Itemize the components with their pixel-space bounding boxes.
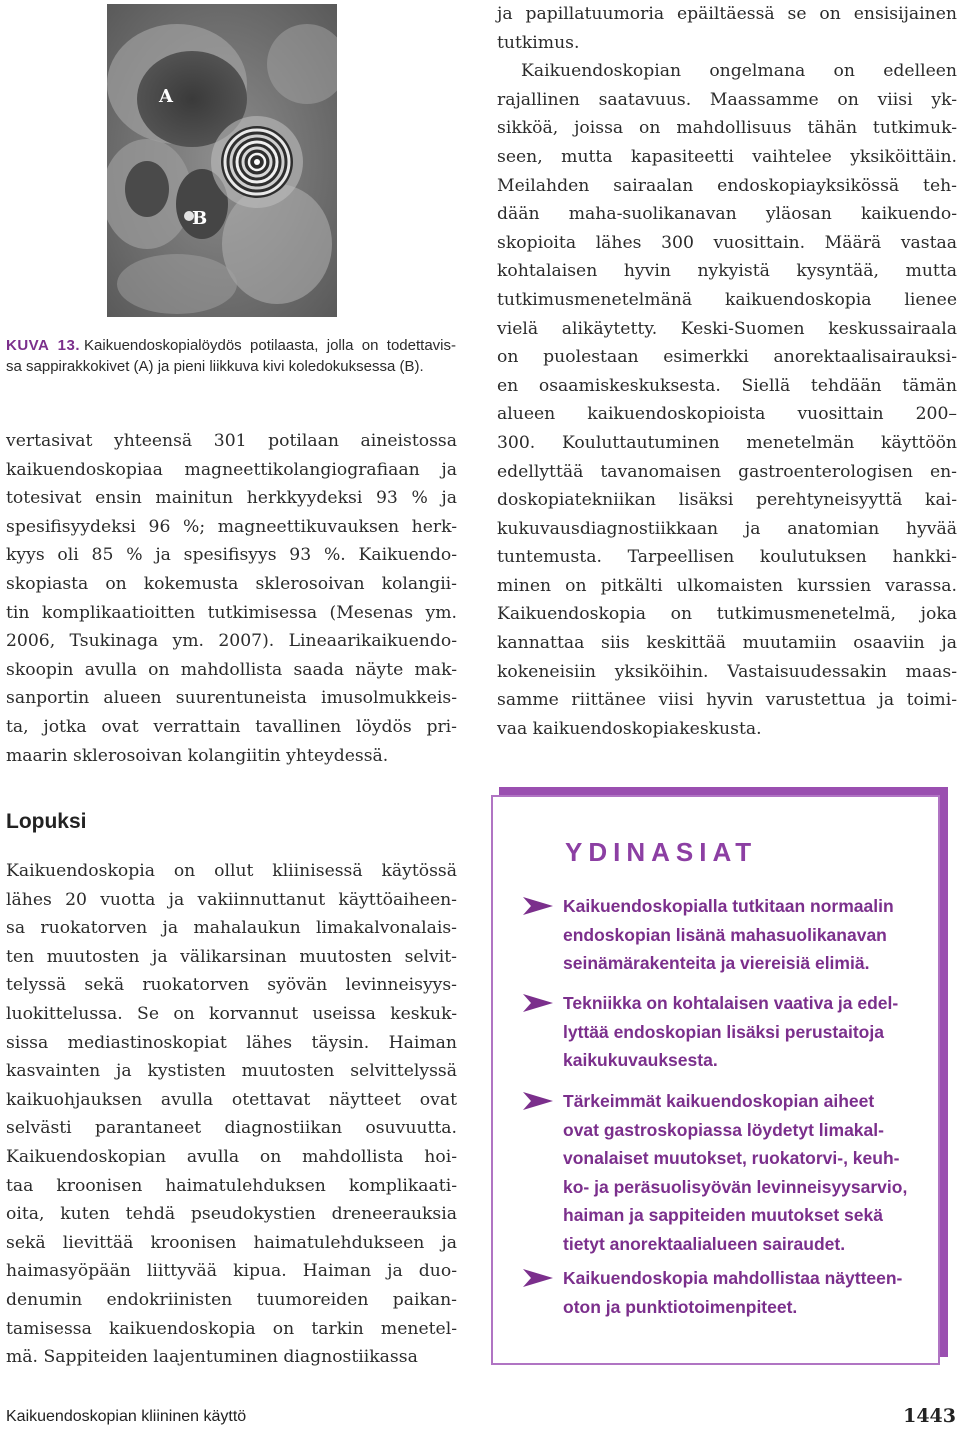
text-line: ta, jotka ovat verrattain tavallinen löydös pri- <box>6 716 457 737</box>
text-line: rajallinen saatavuus. Maassamme on viisi yk- <box>497 89 957 110</box>
text-line: kaikuohjauksen avulla otettavat näytteet ovat <box>6 1089 457 1110</box>
text-line: dään maha-suolikanavan yläosan kaikuendo- <box>497 204 957 225</box>
text-line: Kaikuendoskopia on ollut kliinisessä käytössä <box>6 861 457 881</box>
keypoint-line: seinämärakenteita ja viereisiä elimiä. <box>563 953 870 973</box>
text-line: kasvainten ja kystisten muutosten selvittelyssä <box>6 1061 457 1082</box>
text-line: sekä lievittää kroonisen haimatulehdukseen ja <box>6 1232 457 1253</box>
text-line: haimasyöpään liittyvää kipua. Haiman ja duo- <box>6 1261 457 1282</box>
right-column-text <box>497 0 957 743</box>
keypoint-line: Tekniikka on kohtalaisen vaativa ja edel- <box>563 993 899 1013</box>
keypoints-title: YDINASIAT <box>565 837 758 867</box>
keypoint-line: Tärkeimmät kaikuendoskopian aiheet <box>563 1091 875 1111</box>
text-line: telyssä sekä ruokatorven syövän levinneisyys- <box>6 975 457 996</box>
caption-figure-number: KUVA 13. <box>6 337 81 354</box>
keypoint-line: ovat gastroskopiassa löydetyt limakal- <box>563 1119 884 1140</box>
label-a: A <box>159 86 173 107</box>
text-line: tin komplikaatioitten tutkimisessa (Mesenas ym. <box>6 602 457 623</box>
text-line: kaikuendoskopiaa magneettikolangiografiaan ja <box>6 459 457 480</box>
text-line: Meilahden sairaalan endoskopiayksikössä teh- <box>497 175 957 196</box>
keypoint-item <box>523 1087 923 1258</box>
arrow-bullet-icon <box>523 1269 553 1287</box>
text-line: lähes 20 vuotta ja vakiinnuttanut käyttöaiheen- <box>6 889 457 910</box>
keypoint-line: endoskopian lisänä mahasuolikanavan <box>563 924 887 945</box>
text-line: sanportin alueen suurentuneista imusolmukkeis- <box>6 688 457 709</box>
text-line: doskopiatekniikan lisäksi perehtyneisyyttä kai- <box>497 490 957 511</box>
text-line: Kaikuendoskopian ongelmana on edelleen <box>521 61 957 82</box>
text-line: on puolestaan esimerkki anorektaalisairauksi- <box>497 347 957 368</box>
keypoint-line: kaikukuvauksesta. <box>563 1050 718 1070</box>
keypoint-line: lyttää endoskopian lisäksi perustaitoja <box>563 1021 884 1042</box>
text-line: 2006, Tsukinaga ym. 2007). Lineaarikaikuendo- <box>6 631 457 652</box>
text-line: denumin endokriinisten tuumoreiden paikan- <box>6 1289 457 1310</box>
keypoint-line: haiman ja sappiteiden muutokset sekä <box>563 1205 883 1225</box>
keypoints-box <box>491 795 940 1365</box>
keypoint-item <box>523 989 923 1075</box>
text-line: en osaamiskeskuksesta. Siellä tehdään tämän <box>497 375 957 396</box>
label-b: B <box>192 208 208 229</box>
text-line: tutkimus. <box>497 32 580 53</box>
text-line: skoopin avulla on mahdollista saada näyte mak- <box>6 659 457 680</box>
text-line: skopiasta on kokemusta sklerosoivan kolangii- <box>6 573 457 594</box>
text-line: ja papillatuumoria epäiltäessä se on ensisijainen <box>497 4 957 24</box>
keypoint-line: Kaikuendoskopia mahdollistaa näytteen- <box>563 1268 903 1288</box>
text-line: ten muutosten ja välikarsinan muutosten selvit- <box>6 946 457 967</box>
text-line: oita, kuten tehdä pseudokystien dreneerauksia <box>6 1204 457 1225</box>
left-column-bottom-text <box>6 857 457 1372</box>
keypoint-item <box>523 1264 923 1321</box>
text-line: edellyttää tavanomaisen gastroenterologisen en- <box>497 461 957 482</box>
text-line: sissa mediastinoskopiat lähes täysin. Haiman <box>6 1032 457 1053</box>
text-line: kukuvausdiagnostiikkaan ja anatomian hyvää <box>497 518 957 539</box>
page-number: 1443 <box>903 1405 956 1427</box>
keypoint-line: vonalaiset muutokset, ruokatorvi-, keuh- <box>563 1148 900 1168</box>
text-line: Kaikuendoskopian avulla on mahdollista hoi- <box>6 1146 457 1167</box>
text-line: mä. Sappiteiden laajentuminen diagnostiikassa <box>6 1347 418 1368</box>
caption-text: Kaikuendoskopialöydös potilaasta, jolla on todettavis- <box>84 337 456 354</box>
text-line: kannattaa siis keskittää muutamiin osaaviin ja <box>497 633 957 654</box>
text-line: seen, mutta kapasiteetti vaihtelee yksiköittäin. <box>497 146 957 167</box>
caption-line <box>6 335 456 356</box>
arrow-bullet-icon <box>523 994 553 1012</box>
text-line: spesifisyydeksi 96 %; magneettikuvauksen herk- <box>6 516 457 537</box>
text-line: Kaikuendoskopia on tutkimusmenetelmä, joka <box>497 604 957 625</box>
text-line: tamisessa kaikuendoskopia on tarkin menetel- <box>6 1318 457 1339</box>
text-line: maarin sklerosoivan kolangiitin yhteydessä. <box>6 745 389 766</box>
figure-caption <box>6 335 456 377</box>
text-line: samme riittänee viisi hyvin varustettua ja toimi- <box>497 690 957 711</box>
text-line: luokittelussa. Se on korvannut useissa keskuk- <box>6 1003 457 1024</box>
text-line: sikköä, joissa on mahdollisuus tähän tutkimuk- <box>497 118 957 139</box>
arrow-bullet-icon <box>523 897 553 915</box>
text-line: 300. Kouluttautuminen menetelmän käyttöön <box>497 432 957 453</box>
arrow-bullet-icon <box>523 1092 553 1110</box>
text-line: vaa kaikuendoskopiakeskusta. <box>497 718 762 739</box>
keypoint-item <box>523 892 923 978</box>
text-line: kohtalaisen hyvin nykyistä kysyntää, mutta <box>497 261 957 282</box>
text-line: vielä alikäytetty. Keski-Suomen keskussairaala <box>497 318 957 339</box>
text-line: tuntemusta. Tarpeellisen koulutuksen hankki- <box>497 547 957 568</box>
text-line: totesivat ensin mainitun herkkyydeksi 93 % ja <box>6 488 457 509</box>
left-column-top-text <box>6 427 457 770</box>
section-heading: Lopuksi <box>6 810 87 833</box>
text-line: minen on pitkälti ulkomaisten kurssien varassa. <box>497 575 957 596</box>
running-footer: Kaikuendoskopian kliininen käyttö <box>6 1408 247 1425</box>
text-line: vertasivat yhteensä 301 potilaan aineistossa <box>6 431 457 451</box>
ultrasound-graphic <box>107 4 337 317</box>
keypoint-line: Kaikuendoskopialla tutkitaan normaalin <box>563 896 894 916</box>
ultrasound-image <box>107 4 337 317</box>
text-line: selvästi parantaneet diagnostiikan osuvuutta. <box>6 1118 457 1139</box>
text-line: skopioita lähes 300 vuosittain. Määrä vastaa <box>497 232 957 253</box>
text-line: kokeneisiin yksiköihin. Vastaisuudessakin maas- <box>497 661 957 682</box>
text-line: taa kroonisen haimatulehduksen komplikaati- <box>6 1175 457 1196</box>
text-line: kyys oli 85 % ja spesifisyys 93 %. Kaikuendo- <box>6 545 457 566</box>
text-line: sa ruokatorven ja mahalaukun limakalvonalais- <box>6 918 457 939</box>
keypoint-line: oton ja punktiotoimenpiteet. <box>563 1296 798 1317</box>
text-line: alueen kaikuendoskopioista vuosittain 200– <box>497 404 957 425</box>
keypoint-line: ko- ja peräsuolisyövän levinneisyysarvio, <box>563 1176 908 1197</box>
text-line: tutkimusmenetelmänä kaikuendoskopia lienee <box>497 289 957 310</box>
keypoint-line: tietyt anorektaalialueen sairaudet. <box>563 1233 846 1254</box>
caption-line: sa sappirakkokivet (A) ja pieni liikkuva kivi koledokuksessa (B). <box>6 358 424 375</box>
